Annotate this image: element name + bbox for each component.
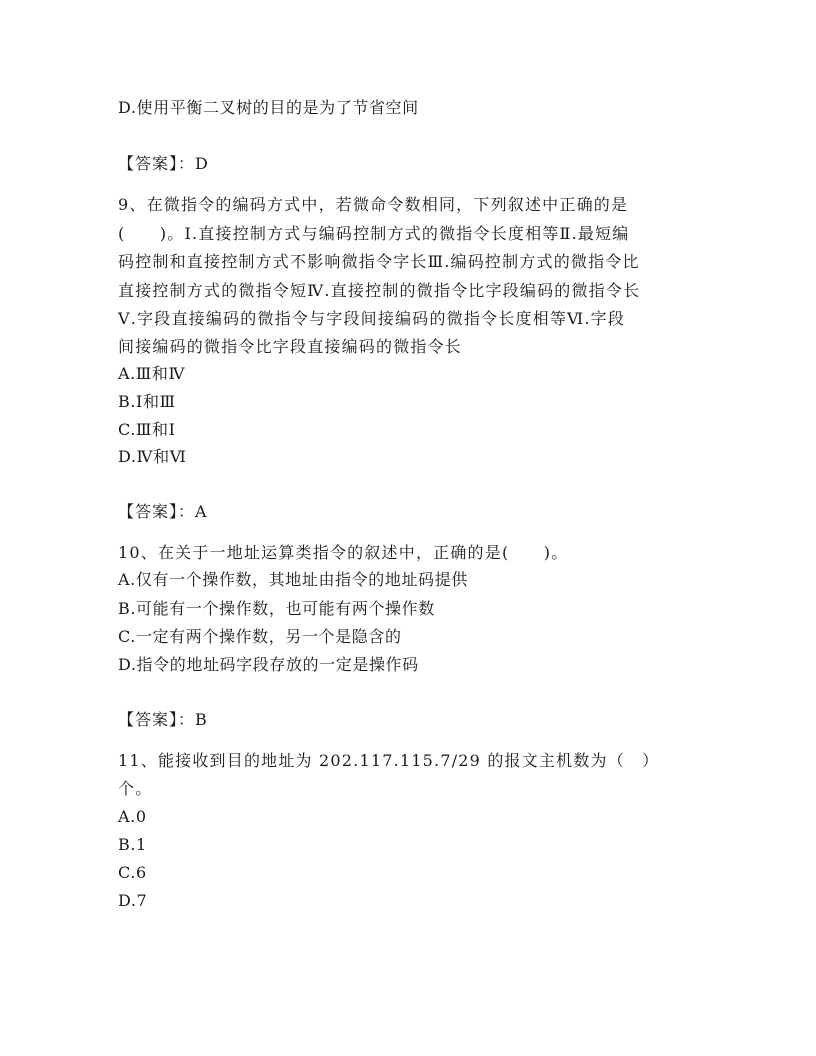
question-10-option-a: A.仅有一个操作数，其地址由指令的地址码提供 — [118, 570, 468, 589]
question-9-answer — [118, 502, 208, 522]
question-11-option-a: A.0 — [118, 807, 147, 826]
question-9-line-2: ( )。Ⅰ.直接控制方式与编码控制方式的微指令长度相等Ⅱ.最短编 — [118, 224, 630, 243]
question-9-option-a: A.Ⅲ和Ⅳ — [118, 364, 186, 383]
answer-label: 【答案】： — [118, 710, 196, 729]
question-9-option-c: C.Ⅲ和Ⅰ — [118, 420, 176, 439]
answer-value: B — [195, 710, 208, 729]
question-10-option-b: B.可能有一个操作数，也可能有两个操作数 — [118, 599, 435, 618]
question-9-option-b: B.Ⅰ和Ⅲ — [118, 392, 176, 411]
question-11-line-2: 个。 — [118, 779, 153, 798]
question-10-option-c: C.一定有两个操作数，另一个是隐含的 — [118, 627, 402, 646]
answer-value: D — [195, 154, 209, 173]
question-11-option-c: C.6 — [118, 863, 147, 882]
prev-answer — [118, 154, 209, 174]
answer-label: 【答案】： — [118, 154, 196, 173]
question-9-line-1: 9、在微指令的编码方式中，若微命令数相同，下列叙述中正确的是 — [118, 195, 629, 214]
question-9-option-d: D.Ⅳ和Ⅵ — [118, 447, 187, 466]
question-9-line-6: 间接编码的微指令比字段直接编码的微指令长 — [118, 337, 463, 356]
question-11-line-1: 11、能接收到目的地址为 202.117.115.7/29 的报文主机数为（ ） — [118, 751, 660, 770]
question-9-line-5: Ⅴ.字段直接编码的微指令与字段间接编码的微指令长度相等Ⅵ.字段 — [118, 309, 626, 328]
question-10-option-d: D.指令的地址码字段存放的一定是操作码 — [118, 655, 419, 674]
question-10-line-1: 10、在关于一地址运算类指令的叙述中，正确的是( )。 — [118, 543, 569, 562]
question-10-answer — [118, 710, 208, 730]
answer-value: A — [195, 502, 208, 521]
answer-label: 【答案】： — [118, 502, 196, 521]
question-9-line-3: 码控制和直接控制方式不影响微指令字长Ⅲ.编码控制方式的微指令比 — [118, 252, 640, 271]
prev-option-d: D.使用平衡二叉树的目的是为了节省空间 — [118, 98, 419, 117]
question-11-option-d: D.7 — [118, 891, 148, 910]
question-11-option-b: B.1 — [118, 835, 147, 854]
question-9-line-4: 直接控制方式的微指令短Ⅳ.直接控制的微指令比字段编码的微指令长 — [118, 281, 641, 300]
